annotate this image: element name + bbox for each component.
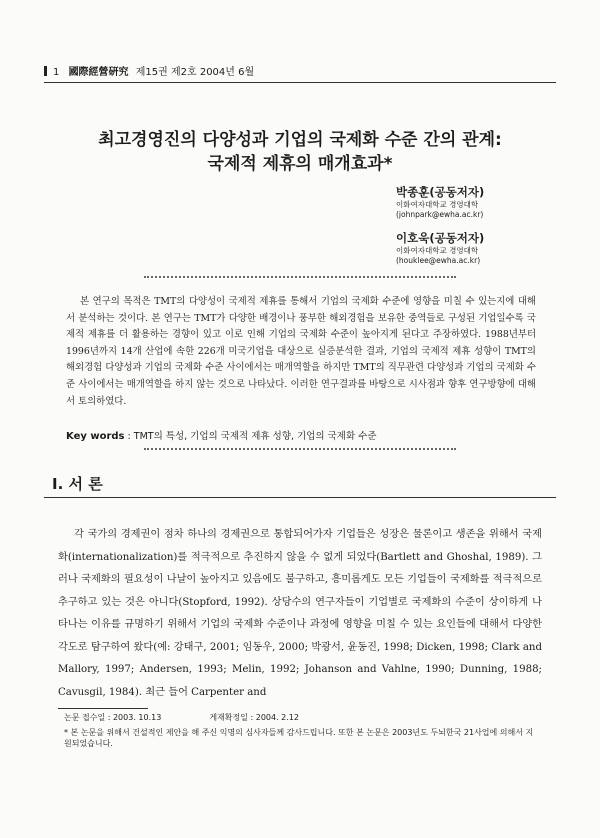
author-affiliation: 이화여자대학교 경영대학 (396, 200, 479, 209)
page-number: 1 (53, 67, 60, 78)
dotted-divider-top (144, 276, 456, 278)
header-rule (44, 82, 556, 83)
running-header (44, 63, 254, 78)
title-line-2: 국제적 제휴의 매개효과* (207, 154, 393, 174)
abstract-text: 본 연구의 목적은 TMT의 다양성이 국제적 제휴를 통해서 기업의 국제화 수준에 영향을 미칠 수 있는지에 대해서 분석하는 것이다. 본 연구는 TMT가 다양한 배경이나 풍부한 해외경험을 보유한 중역들로 구성된 기업일수록 국제적 제휴를 더 활용하는 경향이 있고 이로 인해 기업의 국제화 수준이 높아지게 된다고 주장하였다. 1988년부터 1996년까지 14개 산업에 속한 226개 미국기업을 대상으로 실증분석한 결과, 기업의 국제적 제휴 성향이 TMT의 해외경험 다양성과 기업의 국제화 수준 사이에서는 매개역할을 하지만 TMT의 직무관련 다양성과 기업의 국제화 수준 사이에서는 매개역할을 하지 않는 것으로 나타났다. 이러한 연구결과를 바탕으로 시사점과 향후 연구방향에 대해서 토의하였다. (66, 296, 536, 407)
dotted-divider-bottom (144, 448, 456, 450)
footnote-dates (64, 712, 299, 723)
body-paragraph: 각 국가의 경제권이 점차 하나의 경제권으로 통합되어가자 기업들은 성장은 물론이고 생존을 위해서 국제화(internationalization)를 적극적으로 추진하지 않을 수 없게 되었다(Bartlett and Ghoshal, 1989). 그러나 국제화의 필요성이 나날이 높아지고 있음에도 불구하고, 흥미롭게도 모든 기업들이 국제화를 적극적으로 추구하고 있는 것은 아니다(Stopford, 1992). 상당수의 연구자들이 기업별로 국제화의 수준이 상이하게 나타나는 이유를 규명하기 위해서 기업의 국제화 수준이나 과정에 영향을 미칠 수 있는 요인들에 대해서 다양한 각도로 탐구하여 왔다(예: 강태구, 2001; 임동우, 2000; 박광서, 윤동진, 1998; Dicken, 1998; Clark and Mallory, 1997; Andersen, 1993; Melin, 1992; Johanson and Vahlne, 1990; Dunning, 1988; Cavusgil, 1984). 최근 들어 Carpenter and (58, 529, 542, 698)
author-name: 이호욱(공동저자) (396, 231, 485, 245)
received-date: 논문 접수일 : 2003. 10.13 (64, 713, 162, 722)
author-block-1 (396, 184, 566, 220)
keywords-text: TMT의 특성, 기업의 국제적 제휴 성향, 기업의 국제화 수준 (133, 431, 377, 442)
title-line-1: 최고경영진의 다양성과 기업의 국제화 수준 간의 관계: (98, 130, 502, 150)
paper-title (44, 128, 556, 176)
keywords-label: Key words (66, 431, 125, 442)
journal-name: 國際經營硏究 (68, 67, 129, 78)
footnote-acknowledgement: * 본 논문을 위해서 건설적인 제안을 해 주신 익명의 심사자들께 감사드립니다. 또한 본 논문은 2003년도 두뇌한국 21사업에 의해서 지원되었습니다. (64, 728, 534, 748)
header-bar-mark (44, 66, 47, 76)
footnote-rule (58, 708, 148, 709)
issue-info: 제15권 제2호 2004년 6월 (135, 67, 255, 78)
section-rule (44, 497, 556, 498)
keywords-colon: : (127, 431, 134, 442)
author-name: 박종훈(공동저자) (396, 185, 485, 199)
author-email: (johnpark@ewha.ac.kr) (396, 210, 484, 219)
section-heading: Ⅰ. 서 론 (52, 475, 103, 493)
author-email: (houklee@ewha.ac.kr) (396, 256, 481, 265)
keywords-line (66, 428, 377, 442)
accepted-date: 게재확정일 : 2004. 2.12 (209, 713, 299, 722)
author-block-2 (396, 230, 566, 266)
author-affiliation: 이화여자대학교 경영대학 (396, 246, 479, 255)
